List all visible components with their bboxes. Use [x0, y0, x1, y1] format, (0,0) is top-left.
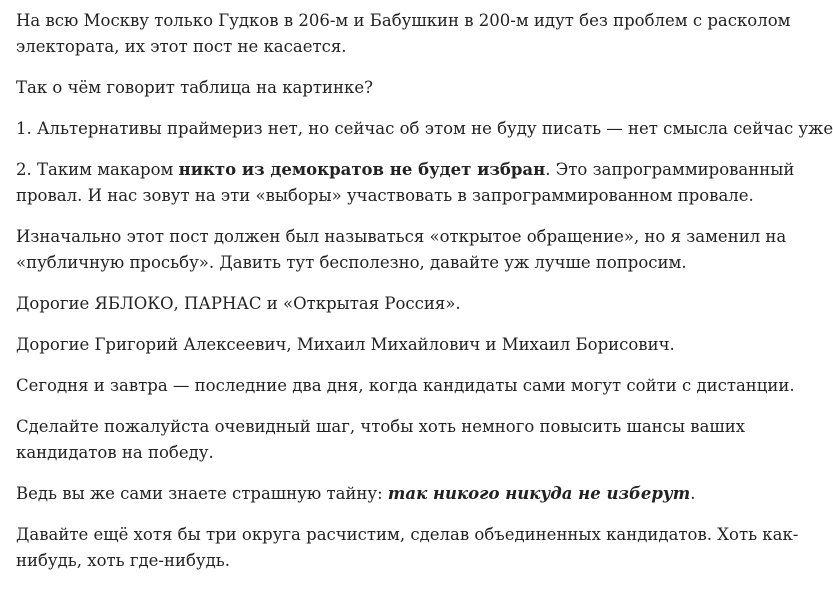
paragraph-gudkov-babushkin	[16, 8, 791, 60]
paragraph-last-days	[16, 373, 795, 399]
paragraph-three-districts	[16, 522, 799, 574]
paragraph-terrible-secret	[16, 481, 756, 507]
paragraph-point-one	[16, 116, 833, 142]
text-line	[16, 157, 795, 183]
text-fragment: .	[690, 484, 696, 503]
paragraph-obvious-step	[16, 414, 756, 466]
text-fragment: 2. Таким макаром	[16, 160, 179, 179]
text-line: «публичную просьбу». Давить тут бесполезно, давайте уж лучше попросим.	[16, 253, 687, 272]
paragraph-point-two	[16, 157, 795, 209]
text-line: кандидатов на победу.	[16, 443, 214, 462]
text-line: На всю Москву только Гудков в 206-м и Бабушкин в 200-м идут без проблем с расколом	[16, 11, 791, 30]
text-fragment: Ведь вы же сами знаете страшную тайну:	[16, 484, 388, 503]
text-line: Давайте ещё хотя бы три округа расчистим, сделав объединенных кандидатов. Хоть как-	[16, 525, 799, 544]
text-line: 1. Альтернативы праймериз нет, но сейчас об этом не буду писать — нет смысла сейчас уже	[16, 119, 833, 138]
text-line: Сегодня и завтра — последние два дня, когда кандидаты сами могут сойти с дистанции.	[16, 376, 795, 395]
text-line: нибудь, хоть где-нибудь.	[16, 551, 231, 570]
text-line: Так о чём говорит таблица на картинке?	[16, 78, 373, 97]
article-body	[16, 8, 833, 589]
bold-emphasis: никто из демократов не будет избран	[178, 160, 546, 179]
paragraph-dear-leaders	[16, 332, 756, 358]
text-line: Дорогие Григорий Алексеевич, Михаил Михайлович и Михаил Борисович.	[16, 335, 675, 354]
paragraph-dear-parties	[16, 291, 756, 317]
text-line: Изначально этот пост должен был называться «открытое обращение», но я заменил на	[16, 227, 787, 246]
bold-italic-emphasis: так никого никуда не изберут	[387, 484, 691, 503]
text-line: электората, их этот пост не касается.	[16, 37, 347, 56]
text-line	[16, 481, 756, 507]
text-line: провал. И нас зовут на эти «выборы» участвовать в запрограммированном провале.	[16, 186, 754, 205]
text-line: Дорогие ЯБЛОКО, ПАРНАС и «Открытая Россия».	[16, 294, 461, 313]
text-fragment: . Это запрограммированный	[545, 160, 795, 179]
text-line: Сделайте пожалуйста очевидный шаг, чтобы хоть немного повысить шансы ваших	[16, 417, 746, 436]
paragraph-table-question	[16, 75, 756, 101]
paragraph-public-request	[16, 224, 787, 276]
